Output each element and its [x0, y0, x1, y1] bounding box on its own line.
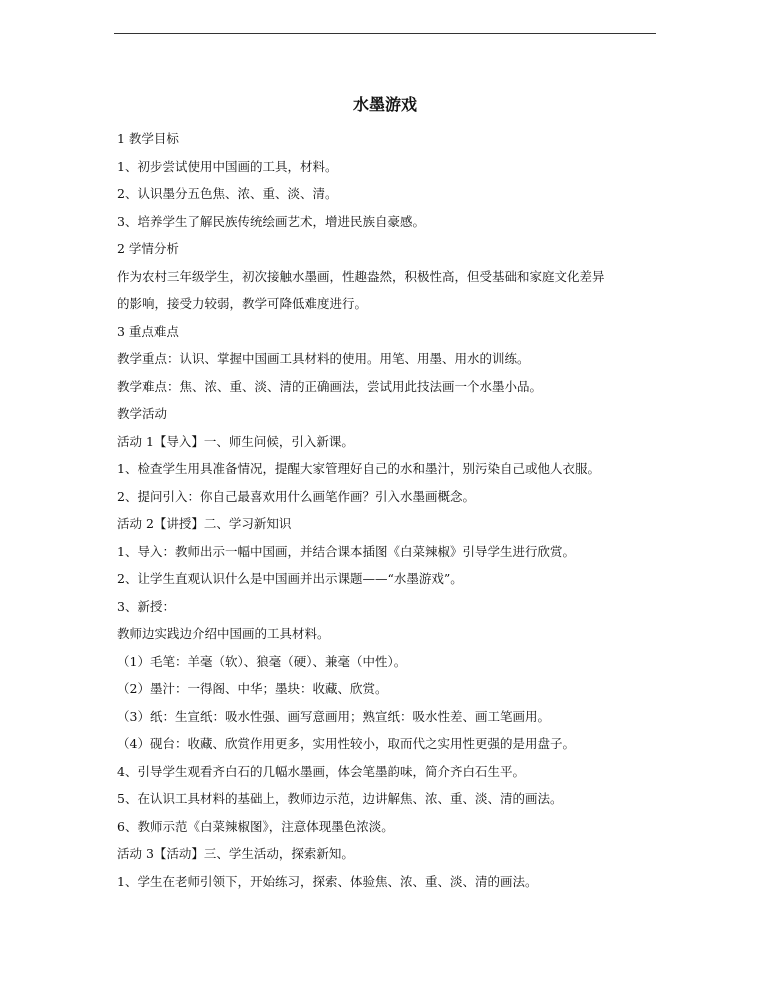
- body-line: 活动 3【活动】三、学生活动，探索新知。: [117, 846, 354, 861]
- body-line: 2、让学生直观认识什么是中国画并出示课题——“水墨游戏”。: [117, 571, 463, 586]
- body-line: 1、学生在老师引领下，开始练习，探索、体验焦、浓、重、淡、清的画法。: [117, 873, 538, 889]
- body-line: 2 学情分析: [117, 241, 179, 256]
- body-line: 的影响，接受力较弱，教学可降低难度进行。: [117, 296, 368, 311]
- body-line: 教师边实践边介绍中国画的工具材料。: [117, 626, 330, 641]
- body-line: （1）毛笔：羊毫（软）、狼毫（硬）、兼毫（中性）。: [117, 653, 407, 669]
- body-line: （2）墨汁：一得阁、中华；墨块：收藏、欣赏。: [117, 681, 388, 696]
- body-line: 5、在认识工具材料的基础上，教师边示范，边讲解焦、浓、重、淡、清的画法。: [117, 791, 563, 806]
- body-line: 3、培养学生了解民族传统绘画艺术，增进民族自豪感。: [117, 213, 425, 229]
- body-line: 1 教学目标: [117, 131, 179, 146]
- body-line: 活动 2【讲授】二、学习新知识: [117, 516, 292, 531]
- body-line: 3、新授：: [117, 598, 175, 614]
- page-title: 水墨游戏: [352, 95, 417, 114]
- body-line: 1、导入：教师出示一幅中国画，并结合课本插图《白菜辣椒》引导学生进行欣赏。: [117, 543, 575, 559]
- body-line: （4）砚台：收藏、欣赏作用更多，实用性较小，取而代之实用性更强的是用盘子。: [117, 736, 575, 751]
- body-line: 2、提问引入：你自己最喜欢用什么画笔作画？引入水墨画概念。: [117, 488, 475, 504]
- document-body: [117, 125, 662, 895]
- body-line: 4、引导学生观看齐白石的几幅水墨画，体会笔墨韵味，简介齐白石生平。: [117, 763, 525, 779]
- body-line: 6、教师示范《白菜辣椒图》，注意体现墨色浓淡。: [117, 818, 394, 834]
- header-rule: [114, 33, 656, 34]
- body-line: 教学难点：焦、浓、重、淡、清的正确画法，尝试用此技法画一个水墨小品。: [117, 378, 543, 394]
- body-line: 1、检查学生用具准备情况，提醒大家管理好自己的水和墨汁，别污染自己或他人衣服。: [117, 461, 600, 476]
- body-line: 作为农村三年级学生，初次接触水墨画，性趣盎然，积极性高，但受基础和家庭文化差异: [117, 268, 605, 284]
- body-line: （3）纸：生宣纸：吸水性强、画写意画用；熟宣纸：吸水性差、画工笔画用。: [117, 708, 550, 724]
- body-line: 教学活动: [117, 406, 168, 421]
- body-line: 1、初步尝试使用中国画的工具，材料。: [117, 158, 338, 174]
- body-line: 3 重点难点: [117, 323, 179, 339]
- body-line: 2、认识墨分五色焦、浓、重、淡、清。: [117, 186, 338, 201]
- body-line: 教学重点：认识、掌握中国画工具材料的使用。用笔、用墨、用水的训练。: [117, 351, 530, 366]
- body-line: 活动 1【导入】一、师生问候，引入新课。: [117, 433, 354, 449]
